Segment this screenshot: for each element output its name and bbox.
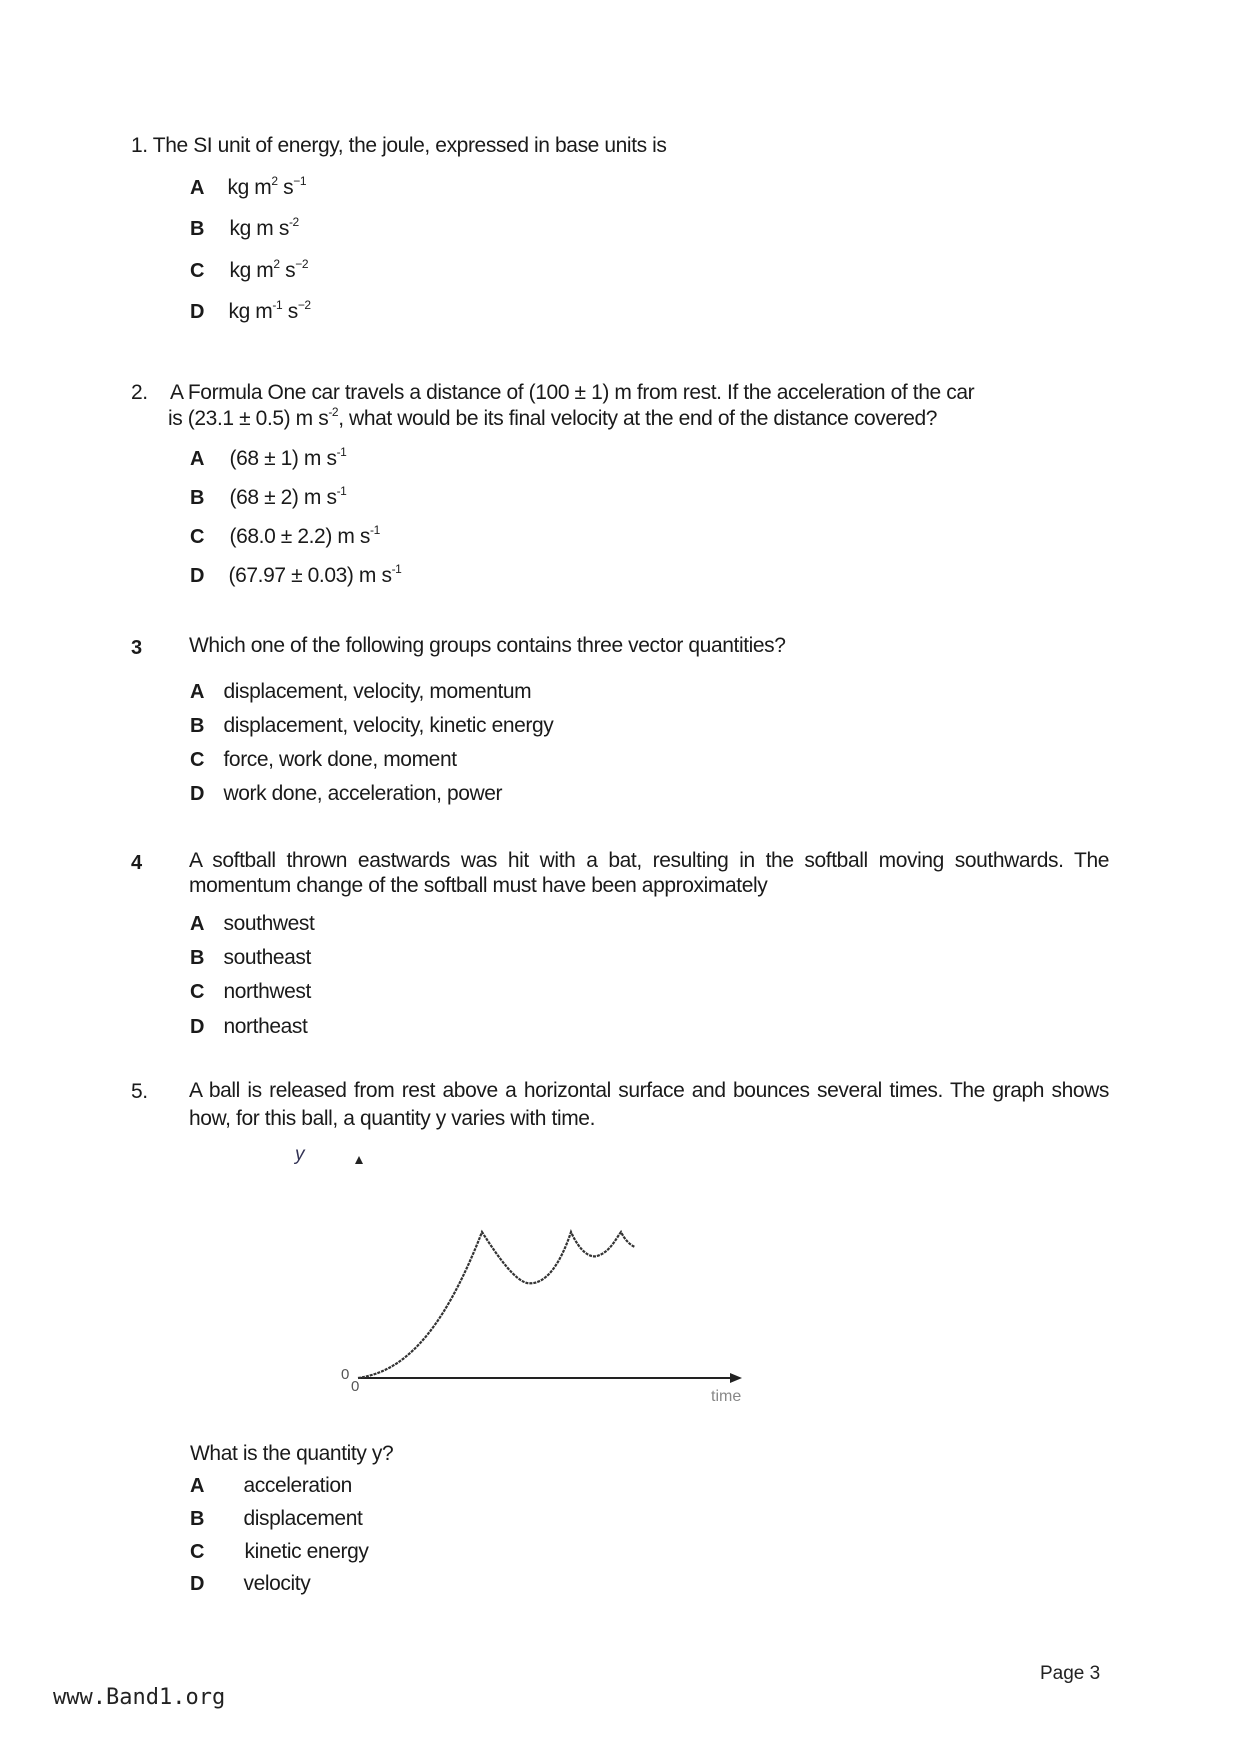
quantity-y-curve — [358, 1232, 635, 1378]
option-text: southwest — [223, 912, 315, 935]
question-5-number: 5. — [131, 1080, 148, 1103]
origin-label-x: 0 — [351, 1378, 360, 1395]
option-text: displacement — [243, 1507, 363, 1530]
option-letter: B — [190, 715, 205, 737]
option-letter: D — [190, 1573, 205, 1595]
option-letter: C — [190, 526, 205, 548]
option-1a — [190, 175, 306, 201]
question-5-prompt: What is the quantity y? — [190, 1442, 394, 1465]
question-1-stem — [131, 133, 667, 159]
option-2a — [190, 446, 346, 472]
x-axis-label: time — [711, 1388, 742, 1405]
option-letter: B — [190, 947, 205, 969]
option-5b — [190, 1506, 362, 1532]
option-text: force, work done, moment — [223, 748, 457, 771]
option-text: northwest — [223, 980, 311, 1003]
option-2b — [190, 485, 346, 511]
option-letter: C — [190, 981, 205, 1003]
option-letter: D — [190, 783, 205, 805]
question-number: 1. — [131, 134, 148, 157]
origin-label-y: 0 — [341, 1366, 350, 1383]
y-axis-arrowhead-icon — [355, 1156, 363, 1164]
option-letter: A — [190, 681, 205, 703]
option-text: northeast — [223, 1015, 308, 1038]
option-text: (68 ± 1) m $s^{-1}$ — [229, 445, 347, 470]
graph-svg — [320, 1140, 770, 1420]
option-letter: D — [190, 1016, 205, 1038]
option-2d — [190, 563, 401, 589]
option-text: displacement, velocity, kinetic energy — [223, 714, 554, 737]
option-text: (68 ± 2) m $s^{-1}$ — [229, 484, 347, 509]
option-text: work done, acceleration, power — [223, 782, 503, 805]
option-letter: C — [190, 1541, 205, 1563]
bounce-graph: y 0 0 time — [320, 1140, 770, 1420]
option-text: acceleration — [243, 1474, 352, 1497]
option-text: kg m $s^{-2}$ — [229, 215, 299, 240]
option-3c — [190, 747, 457, 773]
question-5-stem: A ball is released from rest above a horizontal surface and bounces several times. The graph shows how, for this ball, a quantity y varies with time. — [189, 1079, 1109, 1130]
option-3b — [190, 713, 553, 739]
question-3-stem: Which one of the following groups contains three vector quantities? — [189, 634, 786, 657]
question-text-line-1: A Formula One car travels a distance of (100 ± 1) m from rest. If the acceleration of the car — [170, 381, 975, 404]
option-2c — [190, 524, 380, 550]
option-3d — [190, 781, 502, 807]
option-letter: B — [190, 1508, 205, 1530]
question-text-line-2: is (23.1 ± 0.5) m $s^{-2}$, what would be its final velocity at the end of the distance covered? — [168, 405, 938, 430]
option-1c — [190, 258, 308, 284]
question-2-stem — [170, 380, 1110, 432]
question-text: The SI unit of energy, the joule, expressed in base units is — [152, 134, 667, 157]
footer-url: www.Band1.org — [53, 1685, 226, 1710]
option-letter: B — [190, 487, 205, 509]
option-4b — [190, 945, 311, 971]
question-4-number: 4 — [131, 852, 142, 874]
option-text: velocity — [243, 1572, 311, 1595]
option-1d — [190, 299, 311, 325]
option-4a — [190, 911, 314, 937]
option-text: kg $m^2$ $s^{-2}$ — [229, 257, 309, 282]
option-1b — [190, 216, 299, 242]
option-4c — [190, 979, 311, 1005]
option-letter: B — [190, 218, 205, 240]
option-letter: A — [190, 177, 205, 199]
question-3-number: 3 — [131, 637, 142, 659]
option-letter: D — [190, 301, 205, 323]
option-text: kg $m^2$ $s^{-1}$ — [227, 174, 307, 199]
option-letter: A — [190, 913, 205, 935]
option-text: (68.0 ± 2.2) m $s^{-1}$ — [229, 523, 380, 548]
question-4-stem: A softball thrown eastwards was hit with a bat, resulting in the softball moving southwards. The momentum change of the softball must have been approximately — [189, 849, 1109, 897]
question-2-number: 2. — [131, 381, 148, 404]
option-4d — [190, 1014, 307, 1040]
option-5d — [190, 1571, 310, 1597]
option-5a — [190, 1473, 352, 1499]
option-text: kinetic energy — [244, 1540, 369, 1563]
option-3a — [190, 679, 531, 705]
option-letter: C — [190, 749, 205, 771]
option-5c — [190, 1539, 368, 1565]
option-letter: A — [190, 448, 205, 470]
option-letter: A — [190, 1475, 205, 1497]
option-text: displacement, velocity, momentum — [223, 680, 532, 703]
option-text: kg $m^{-1}$ $s^{-2}$ — [228, 298, 311, 323]
page-number: Page 3 — [1040, 1663, 1101, 1684]
x-axis-arrowhead-icon — [730, 1373, 742, 1383]
option-text: southeast — [223, 946, 311, 969]
option-letter: C — [190, 260, 205, 282]
option-letter: D — [190, 565, 205, 587]
option-text: (67.97 ± 0.03) m $s^{-1}$ — [228, 562, 402, 587]
